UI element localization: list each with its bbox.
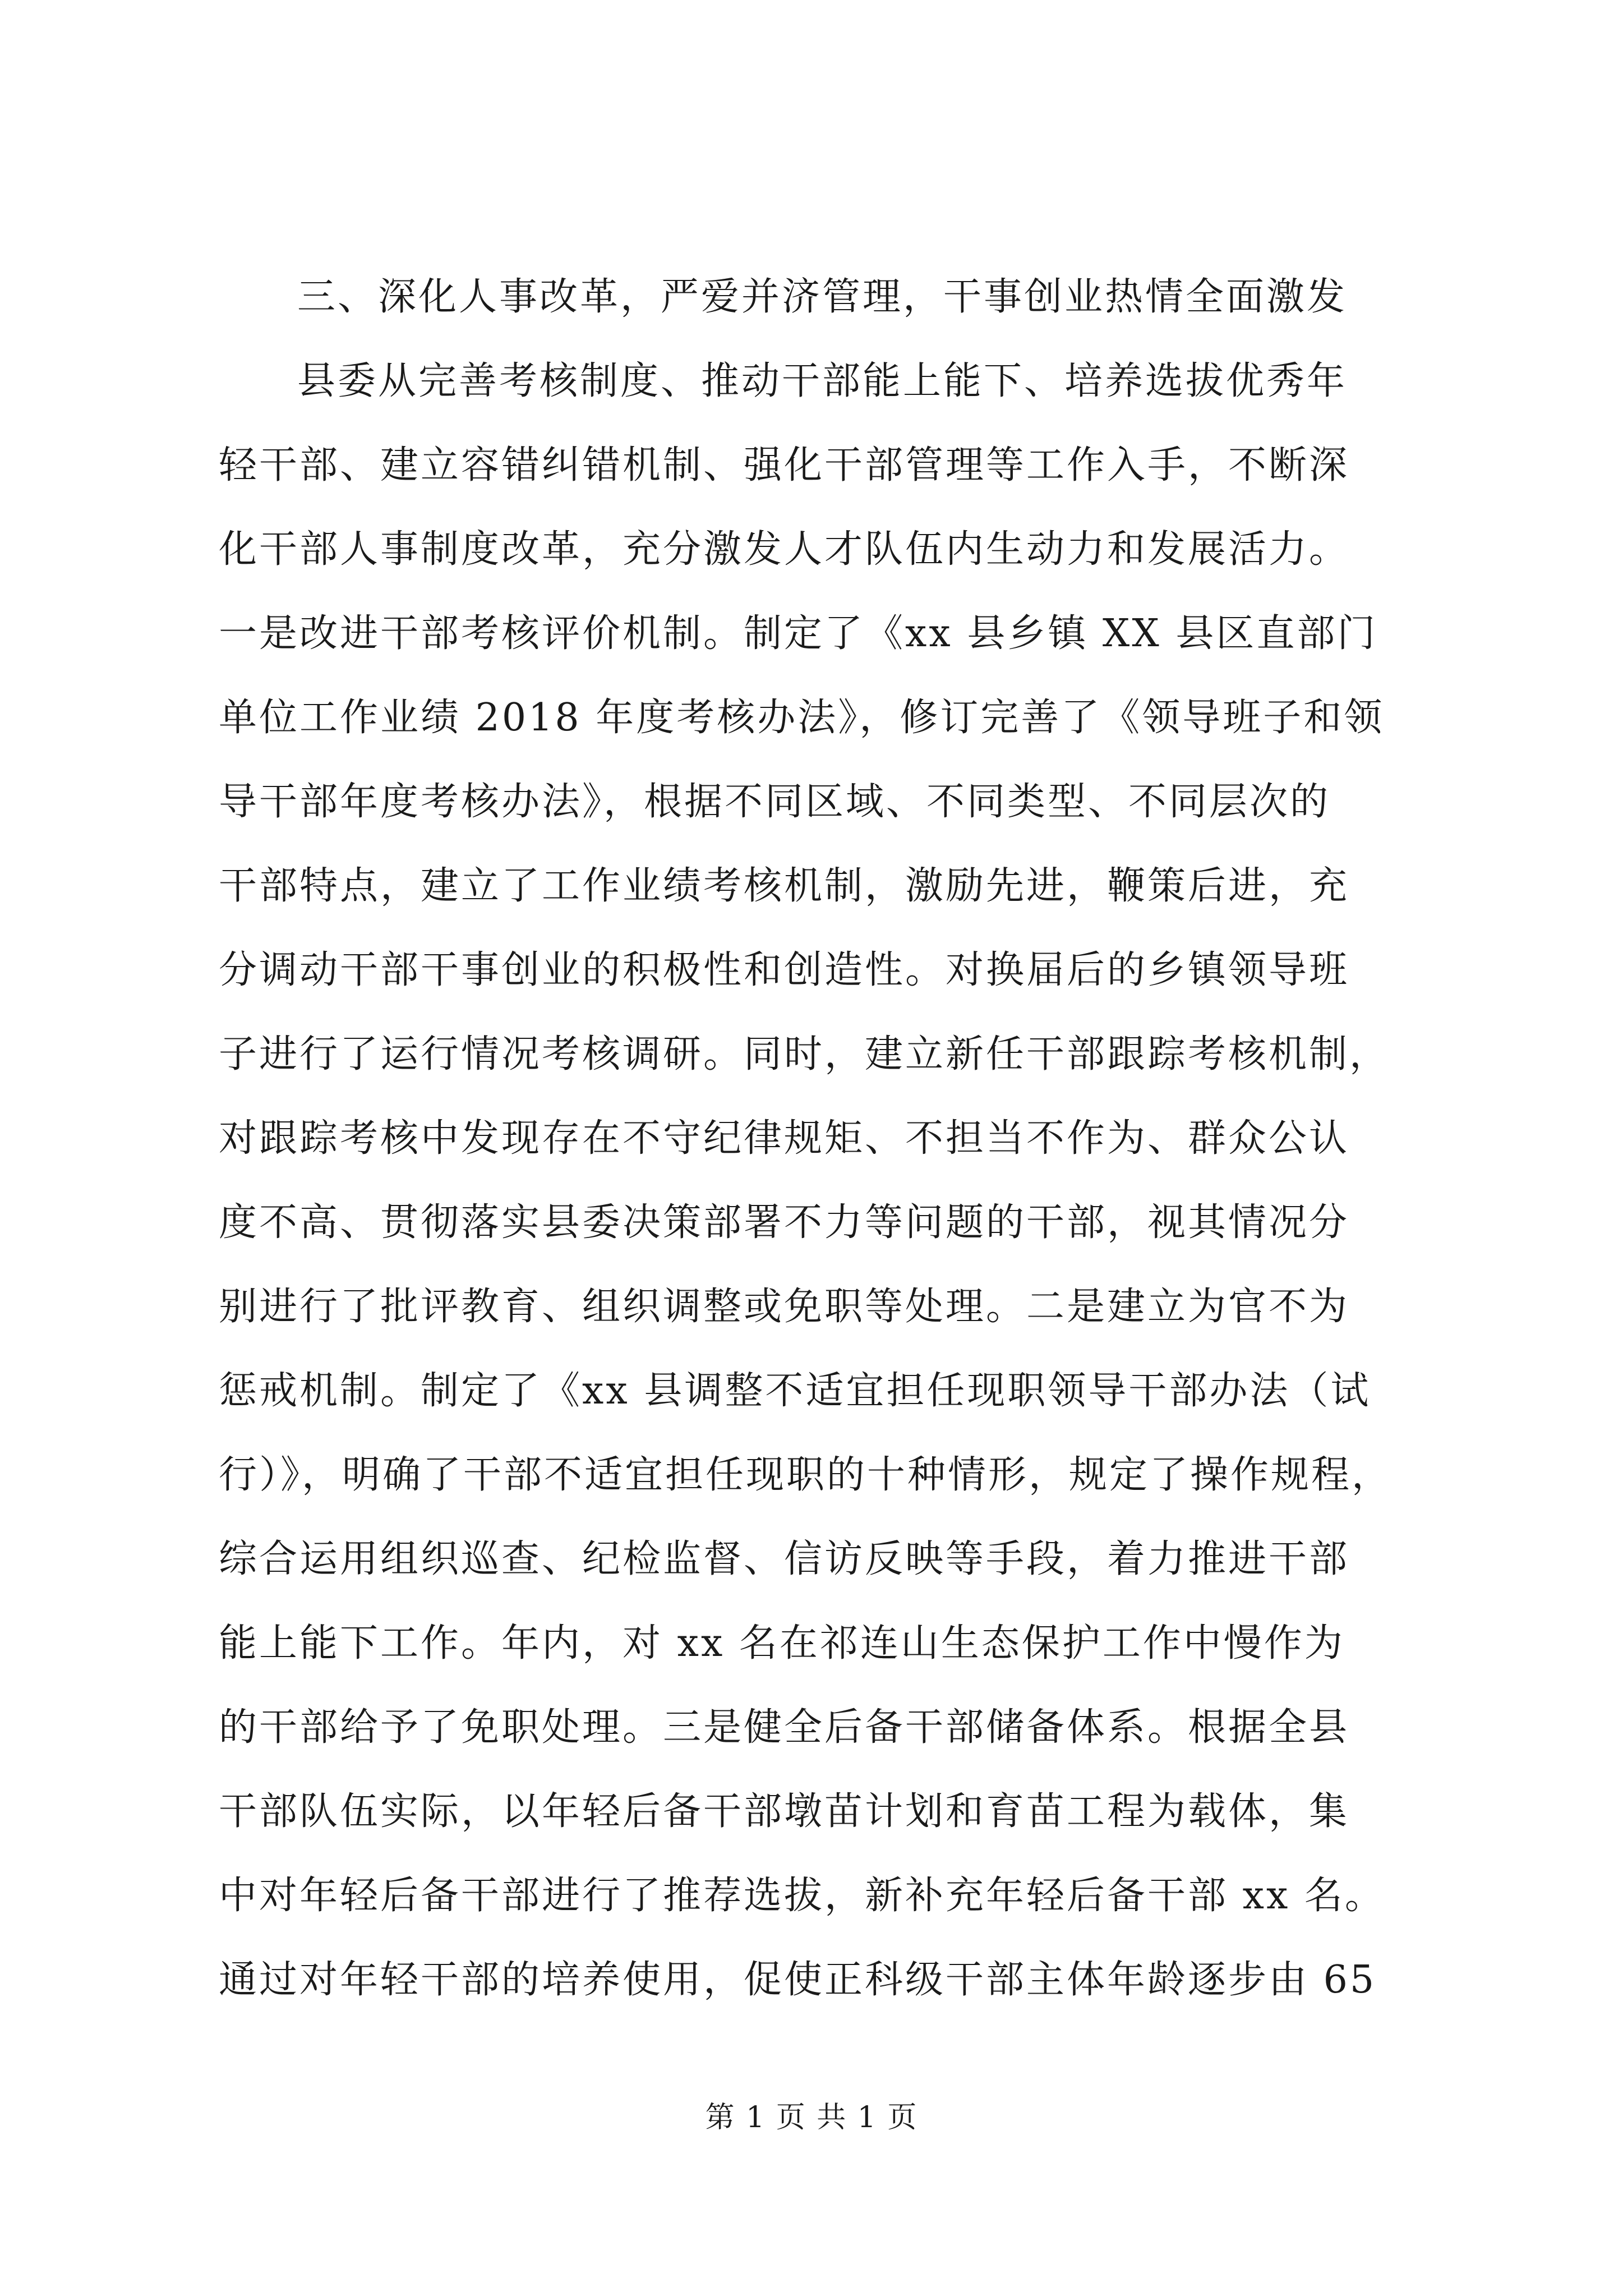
body-line: 综合运用组织巡查、纪检监督、信访反映等手段，着力推进干部 [219,1537,1350,1581]
body-line: 度不高、贯彻落实县委决策部署不力等问题的干部，视其情况分 [219,1200,1350,1245]
body-line: 中对年轻后备干部进行了推荐选拔，新补充年轻后备干部 xx 名。 [219,1874,1385,1918]
body-line: 对跟踪考核中发现存在不守纪律规矩、不担当不作为、群众公认 [219,1116,1350,1161]
body-line: 行）》，明确了干部不适宜担任现职的十种情形，规定了操作规程， [219,1453,1393,1497]
body-line: 县委从完善考核制度、推动干部能上能下、培养选拔优秀年 [297,359,1348,403]
body-line: 的干部给予了免职处理。三是健全后备干部储备体系。根据全县 [219,1705,1350,1750]
page-number-footer: 第 1 页 共 1 页 [705,2101,918,2134]
body-line: 化干部人事制度改革，充分激发人才队伍内生动力和发展活力。 [219,527,1350,572]
body-line: 一是改进干部考核评价机制。制定了《xx 县乡镇 XX 县区直部门 [219,611,1378,656]
body-line: 通过对年轻干部的培养使用，促使正科级干部主体年龄逐步由 65 [219,1958,1377,2002]
body-line: 干部队伍实际，以年轻后备干部墩苗计划和育苗工程为载体，集 [219,1789,1350,1834]
body-line: 能上能下工作。年内，对 xx 名在祁连山生态保护工作中慢作为 [219,1621,1345,1665]
body-line: 干部特点，建立了工作业绩考核机制，激励先进，鞭策后进，充 [219,864,1350,908]
body-line: 惩戒机制。制定了《xx 县调整不适宜担任现职领导干部办法（试 [219,1369,1371,1413]
body-line: 轻干部、建立容错纠错机制、强化干部管理等工作入手，不断深 [219,443,1350,487]
body-line: 导干部年度考核办法》，根据不同区域、不同类型、不同层次的 [219,780,1331,824]
body-line: 分调动干部干事创业的积极性和创造性。对换届后的乡镇领导班 [219,948,1350,992]
body-line: 单位工作业绩 2018 年度考核办法》，修订完善了《领导班子和领 [219,696,1385,740]
body-line: 别进行了批评教育、组织调整或免职等处理。二是建立为官不为 [219,1285,1350,1329]
section-heading: 三、深化人事改革，严爱并济管理，干事创业热情全面激发 [297,275,1348,319]
body-line: 子进行了运行情况考核调研。同时，建立新任干部跟踪考核机制， [219,1032,1390,1076]
